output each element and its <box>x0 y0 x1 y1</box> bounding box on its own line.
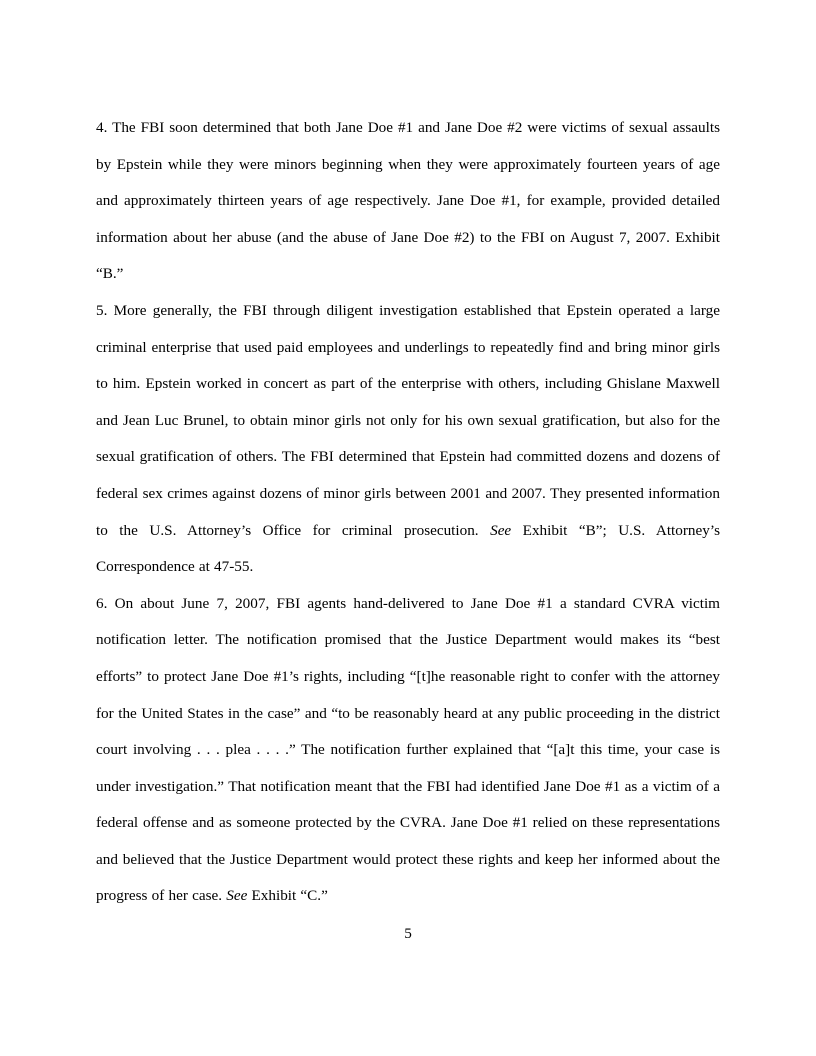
paragraph-6-text: 6. On about June 7, 2007, FBI agents hand-delivered to Jane Doe #1 a standard CVRA victim notification letter. The notification promised that the Justice Department would makes its “best efforts” to protect Jane Doe #1’s rights, including “[t]he reasonable right to confer with the attorney for the United States in the case” and “to be reasonably heard at any public proceeding in the district court involving . . . plea . . . .” The notification further explained that “[a]t this time, your case is under investigation.” That notification meant that the FBI had identified Jane Doe #1 as a victim of a federal offense and as someone protected by the CVRA. Jane Doe #1 relied on these representations and believed that the Justice Department would protect these rights and keep her informed about the progress of her case. <box>96 594 720 905</box>
paragraph-5-citation: Exhibit “B”; U.S. Attorney’s Correspondence at 47-55. <box>96 521 720 576</box>
paragraph-5-text: 5. More generally, the FBI through diligent investigation established that Epstein operated a large criminal enterprise that used paid employees and underlings to repeatedly find and bring minor girls to him. Epstein worked in concert as part of the enterprise with others, including Ghislane Maxwell and Jean Luc Brunel, to obtain minor girls not only for his own sexual gratification, but also for the sexual gratification of others. The FBI determined that Epstein had committed dozens and dozens of federal sex crimes against dozens of minor girls between 2001 and 2007. They presented information to the U.S. Attorney’s Office for criminal prosecution. <box>96 301 720 539</box>
paragraph-5-see-italic: See <box>490 521 512 539</box>
paragraph-6 <box>96 586 720 915</box>
paragraph-4-text: 4. The FBI soon determined that both Jane Doe #1 and Jane Doe #2 were victims of sexual assaults by Epstein while they were minors beginning when they were approximately fourteen years of age and approximately thirteen years of age respectively. Jane Doe #1, for example, provided detailed information about her abuse (and the abuse of Jane Doe #2) to the FBI on August 7, 2007. Exhibit “B.” <box>96 119 720 283</box>
page-number: 5 <box>404 925 412 942</box>
paragraph-4 <box>96 110 720 293</box>
paragraph-5 <box>96 293 720 586</box>
paragraph-6-see-italic: See <box>226 887 248 905</box>
document-body <box>96 110 720 915</box>
paragraph-6-citation: Exhibit “C.” <box>247 887 328 905</box>
